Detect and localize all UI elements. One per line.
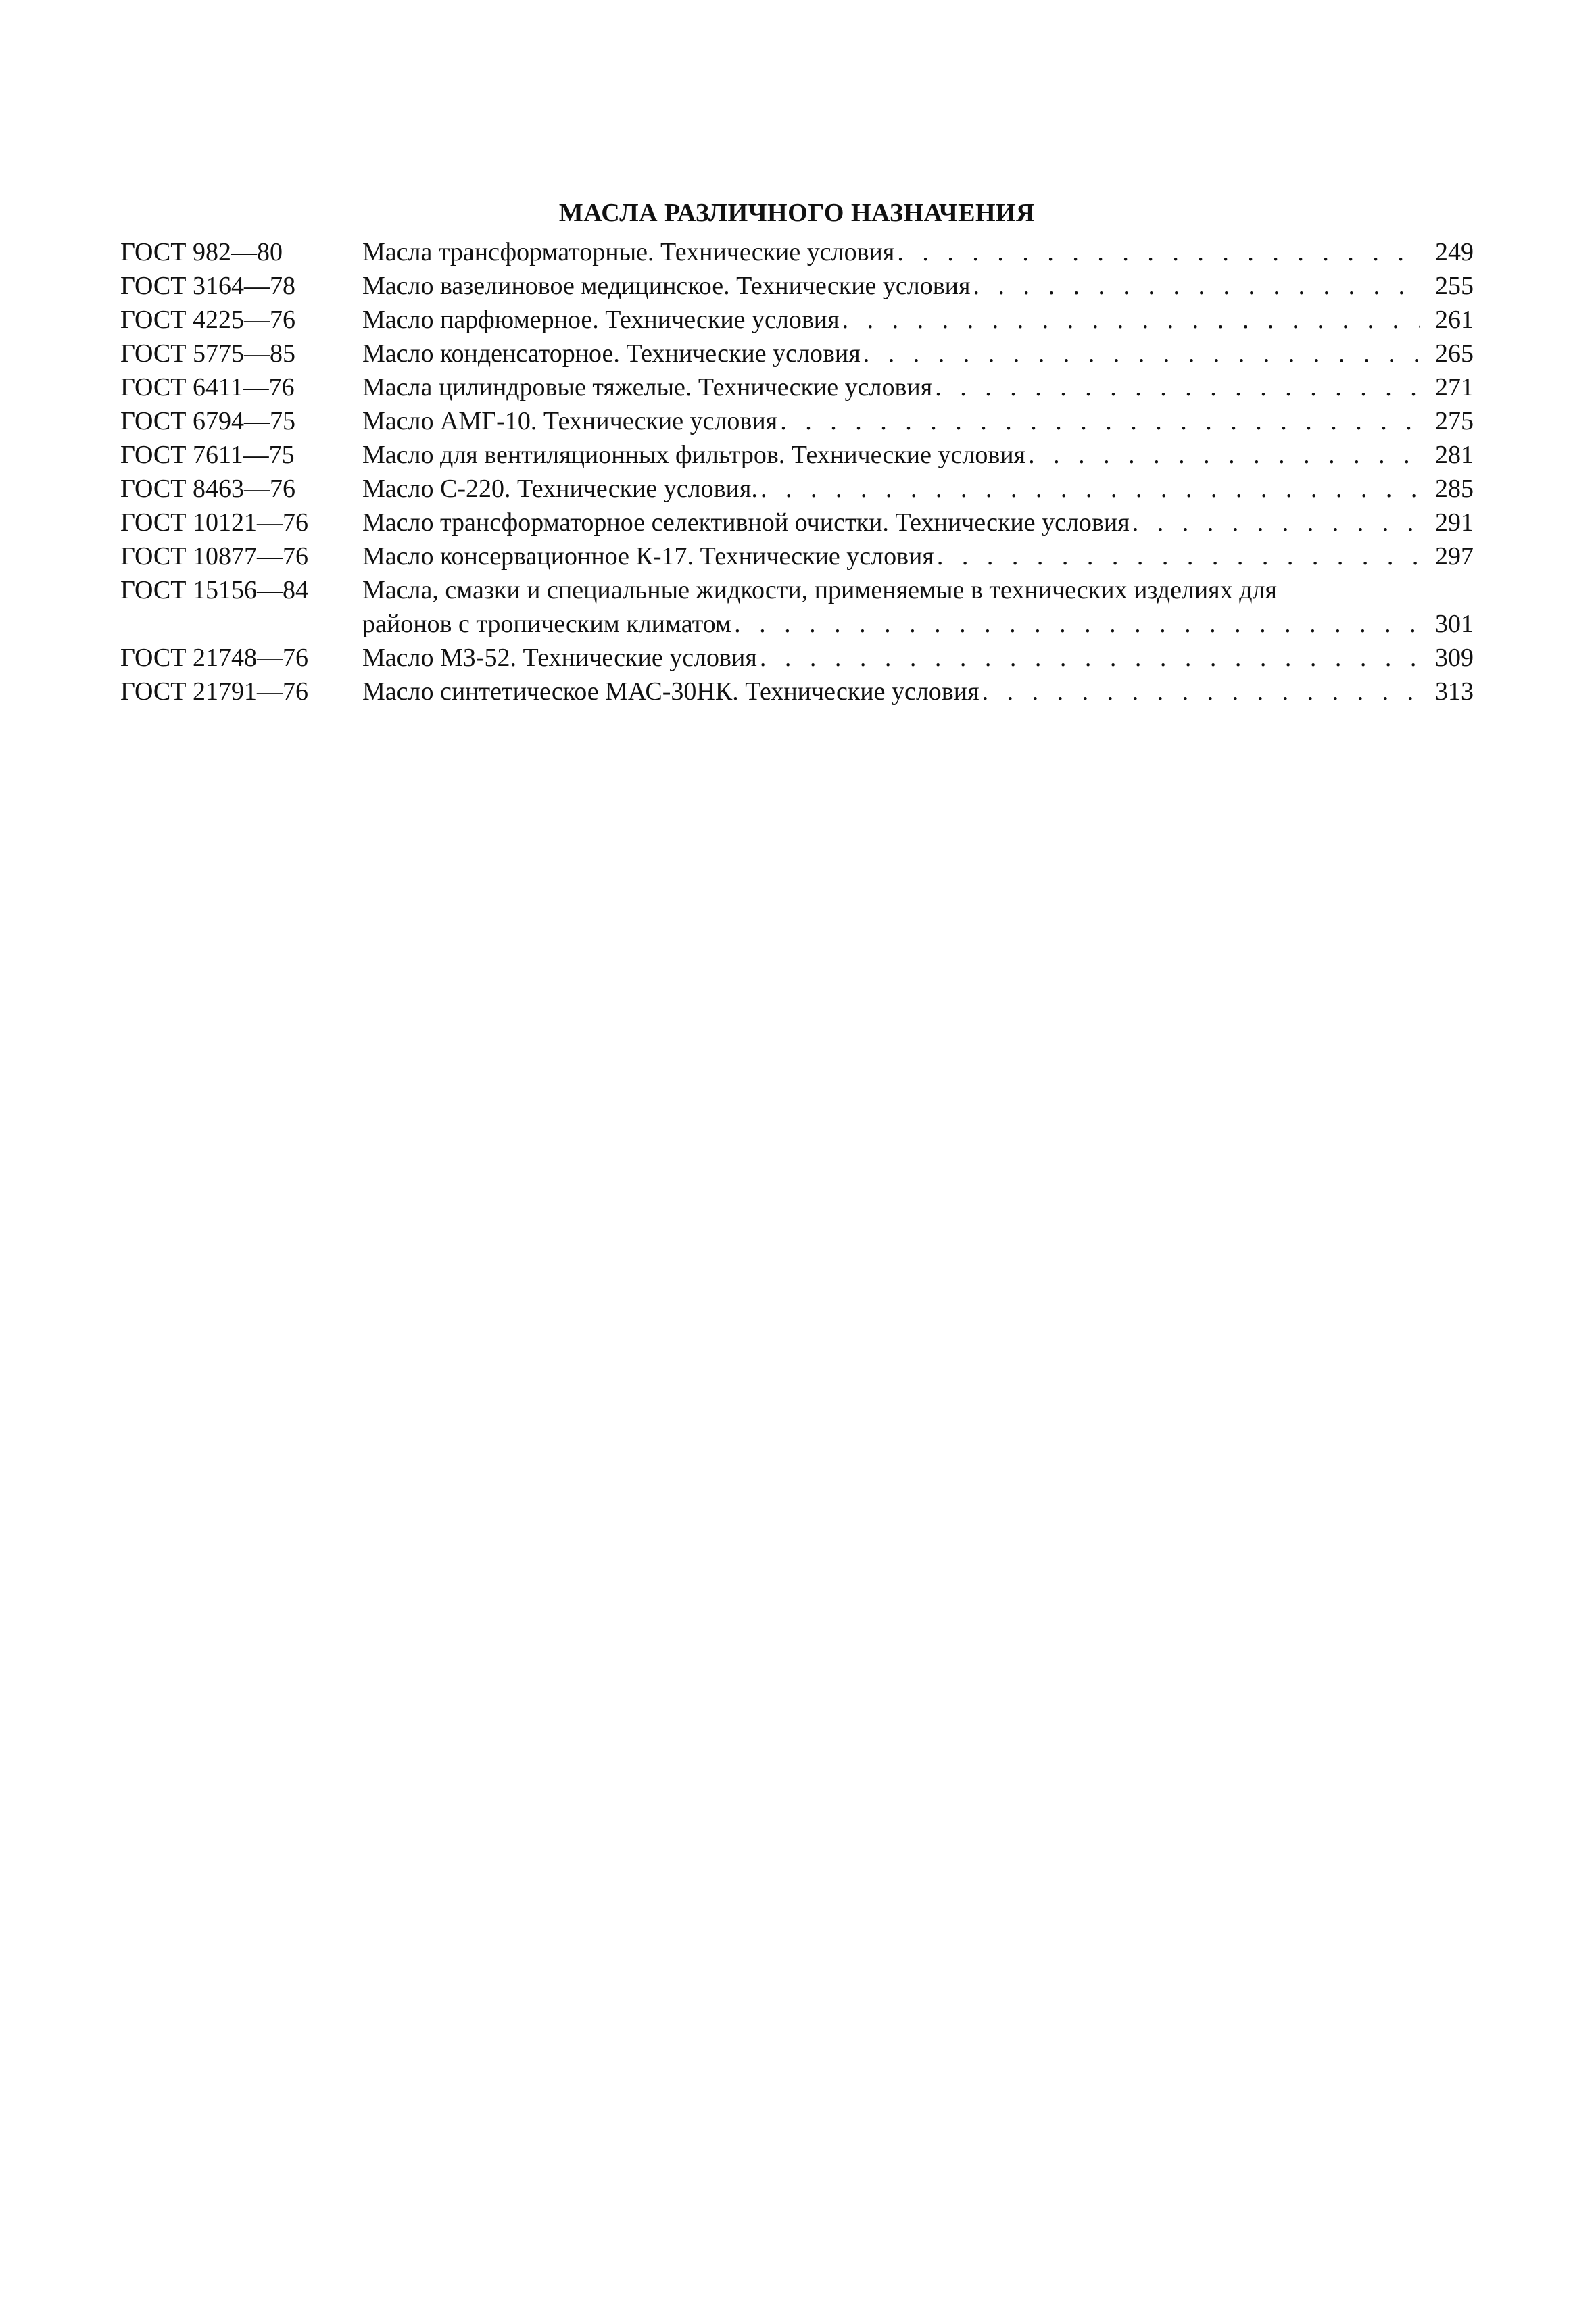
dot-leader: [842, 303, 1420, 337]
page-number: 275: [1435, 407, 1474, 435]
entry-title: Масло консервационное К-17. Технические условия: [362, 542, 934, 571]
page-number: 255: [1435, 272, 1474, 300]
page-number: 249: [1435, 238, 1474, 266]
entry-title: Масло трансформаторное селективной очистки. Технические условия: [362, 508, 1130, 537]
dot-leader: [935, 370, 1420, 404]
entry-title: Масло синтетическое МАС-30НК. Технические условия: [362, 677, 980, 706]
toc-entry: [120, 641, 1474, 675]
entry-title-first-line: Масла, смазки и специальные жидкости, применяемые в технических изделиях для: [362, 576, 1277, 604]
entry-title: Масло МЗ-52. Технические условия: [362, 644, 757, 672]
page-number: 261: [1435, 306, 1474, 334]
dot-leader: [973, 269, 1420, 303]
dot-leader: [734, 607, 1420, 641]
standard-code: ГОСТ 8463—76: [120, 475, 295, 503]
section-title: МАСЛА РАЗЛИЧНОГО НАЗНАЧЕНИЯ: [558, 199, 1036, 227]
toc-entry: [120, 472, 1474, 506]
toc-entry: [120, 573, 1474, 641]
toc-entry: [120, 303, 1474, 337]
dot-leader: [1028, 438, 1420, 472]
toc-entry: [120, 404, 1474, 438]
toc-entry: [120, 438, 1474, 472]
standard-code: ГОСТ 5775—85: [120, 339, 295, 368]
standard-code: ГОСТ 4225—76: [120, 306, 295, 334]
standard-code: ГОСТ 982—80: [120, 238, 283, 266]
standard-code: ГОСТ 6411—76: [120, 373, 295, 402]
entry-title: Масло АМГ-10. Технические условия: [362, 407, 778, 435]
standard-code: ГОСТ 21791—76: [120, 677, 308, 706]
page-number: 297: [1435, 542, 1474, 571]
standard-code: ГОСТ 21748—76: [120, 644, 308, 672]
entry-title: районов с тропическим климатом: [362, 610, 732, 638]
toc-entry: [120, 370, 1474, 404]
page-number: 301: [1435, 610, 1474, 638]
standard-code: ГОСТ 7611—75: [120, 441, 295, 469]
dot-leader: [760, 472, 1420, 506]
page-number: 281: [1435, 441, 1474, 469]
standard-code: ГОСТ 3164—78: [120, 272, 295, 300]
toc-entry: [120, 675, 1474, 708]
standard-code: ГОСТ 10121—76: [120, 508, 308, 537]
dot-leader: [780, 404, 1420, 438]
entry-title: Масло парфюмерное. Технические условия: [362, 306, 840, 334]
dot-leader: [982, 675, 1420, 708]
page-number: 265: [1435, 339, 1474, 368]
standard-code: ГОСТ 6794—75: [120, 407, 295, 435]
page-number: 309: [1435, 644, 1474, 672]
entry-title: Масло для вентиляционных фильтров. Технические условия: [362, 441, 1026, 469]
entry-title: Масла трансформаторные. Технические условия: [362, 238, 895, 266]
entry-title: Масло С-220. Технические условия.: [362, 475, 758, 503]
table-of-contents: [120, 235, 1474, 708]
standard-code: ГОСТ 15156—84: [120, 576, 308, 604]
page-number: 271: [1435, 373, 1474, 402]
toc-entry: [120, 269, 1474, 303]
entry-title: Масло конденсаторное. Технические условия: [362, 339, 861, 368]
toc-entry: [120, 506, 1474, 539]
toc-entry: [120, 235, 1474, 269]
standard-code: ГОСТ 10877—76: [120, 542, 308, 571]
page-number: 313: [1435, 677, 1474, 706]
toc-entry: [120, 539, 1474, 573]
page-number: 285: [1435, 475, 1474, 503]
page-number: 291: [1435, 508, 1474, 537]
toc-entry: [120, 337, 1474, 370]
entry-title: Масла цилиндровые тяжелые. Технические условия: [362, 373, 933, 402]
dot-leader: [863, 337, 1420, 370]
dot-leader: [760, 641, 1420, 675]
entry-title: Масло вазелиновое медицинское. Технические условия: [362, 272, 971, 300]
dot-leader: [897, 235, 1420, 269]
dot-leader: [1132, 506, 1420, 539]
dot-leader: [937, 539, 1420, 573]
